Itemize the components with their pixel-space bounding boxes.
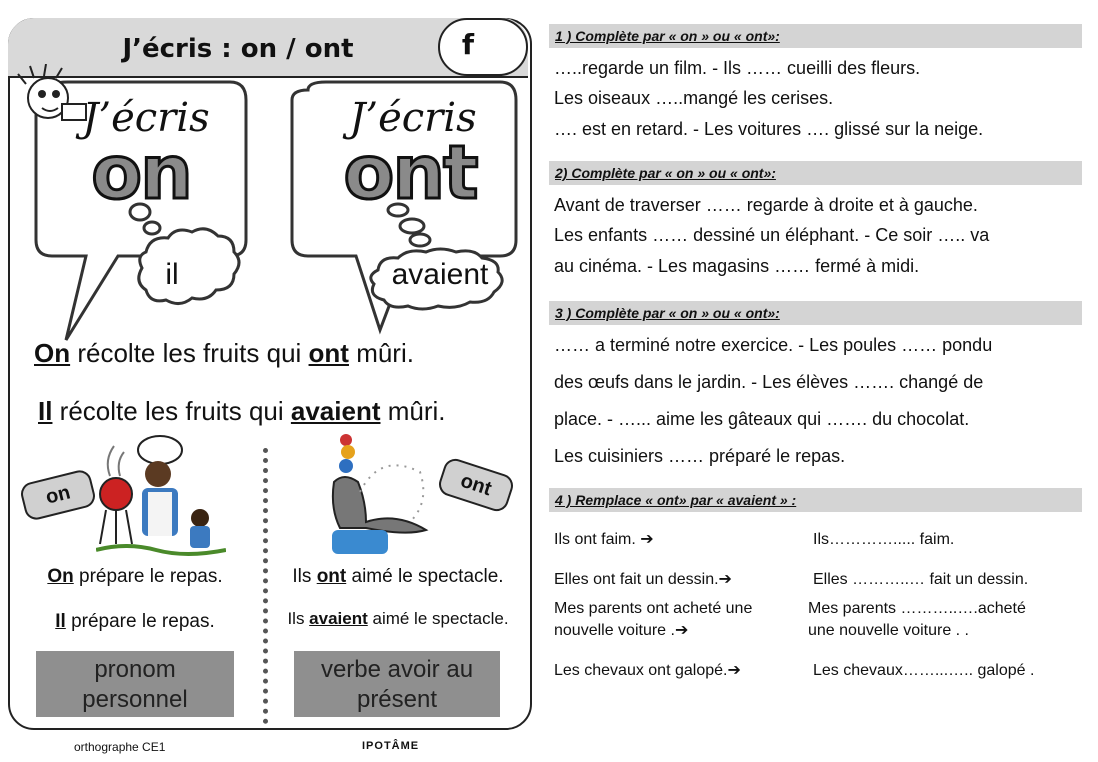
exercise2-line: au cinéma. - Les magasins …… fermé à midi. <box>554 256 920 276</box>
exercise4-left: Les chevaux ont galopé.➔ <box>554 662 741 679</box>
exercise4-right: Les chevaux……...….. galopé . <box>813 662 1035 679</box>
tag-ont: ont <box>436 456 516 514</box>
exercise4-left: Ils ont faim. ➔ <box>554 531 654 548</box>
exercise3-heading: 3 ) Complète par « on » ou « ont»: <box>549 301 1082 325</box>
exercise3-line: Les cuisiniers …… préparé le repas. <box>554 446 846 466</box>
right-bubble-word: ont <box>343 130 477 216</box>
exercise4-heading: 4 ) Remplace « ont» par « avaient » : <box>549 488 1082 512</box>
footer-subject: orthographe CE1 <box>74 740 166 754</box>
exercise1-line: …..regarde un film. - Ils …… cueilli des fleurs. <box>554 58 921 78</box>
exercise4-right: Elles ………..… fait un dessin. <box>813 571 1029 588</box>
word-ont: ont <box>308 338 349 368</box>
example-il-left: Il prépare le repas. <box>55 611 215 632</box>
letter-badge-text: f <box>461 28 475 61</box>
card-title: J’écris : on / ont <box>122 34 354 64</box>
left-thought-word: il <box>165 258 179 291</box>
exercise4-left: Mes parents ont acheté une nouvelle voiture .➔ <box>554 600 753 639</box>
exercise1-line: …. est en retard. - Les voitures …. glissé sur la neige. <box>554 119 984 139</box>
exercise1-line: Les oiseaux …..mangé les cerises. <box>554 88 834 108</box>
example-on-left: On prépare le repas. <box>47 566 223 587</box>
sea-lion-juggling-illustration <box>324 432 444 557</box>
example-sentence-on: On récolte les fruits qui ont mûri. <box>34 338 414 368</box>
word-il: Il <box>38 396 53 426</box>
box-verbe-avoir: verbe avoir au présent <box>294 651 500 717</box>
exercise4-right: Ils…………..... faim. <box>813 531 955 548</box>
column-divider <box>263 448 268 724</box>
right-thought-word: avaient <box>391 258 489 291</box>
exercise4-right: Mes parents ………..….acheté une nouvelle voiture . . <box>808 600 1026 639</box>
exercise3-line: place. - …... aime les gâteaux qui ……. du chocolat. <box>554 409 970 429</box>
word-avaient: avaient <box>290 396 381 426</box>
exercise3-line: des œufs dans le jardin. - Les élèves ……. changé de <box>554 372 984 392</box>
right-bubble-heading: J’écris <box>349 95 477 141</box>
left-bubble-heading: J’écris <box>82 95 210 141</box>
exercise2-heading: 2) Complète par « on » ou « ont»: <box>549 161 1082 185</box>
box-pronom-personnel: pronom personnel <box>36 651 234 717</box>
footer-author: IPOTÂME <box>362 740 420 752</box>
example-avaient-right: Ils avaient aimé le spectacle. <box>287 609 509 628</box>
exercise3-line: …… a terminé notre exercice. - Les poules …… pondu <box>554 335 993 355</box>
exercise1-heading: 1 ) Complète par « on » ou « ont»: <box>549 24 1082 48</box>
example-ont-right: Ils ont aimé le spectacle. <box>292 566 504 587</box>
exercise4-left: Elles ont fait un dessin.➔ <box>554 571 732 588</box>
example-sentence-il: Il récolte les fruits qui avaient mûri. <box>38 396 446 426</box>
left-bubble-word: on <box>91 130 191 216</box>
exercise2-line: Les enfants …… dessiné un éléphant. - Ce soir ….. va <box>554 225 990 245</box>
tag-on: on <box>18 468 97 522</box>
chef-barbecue-illustration <box>96 432 226 557</box>
exercise2-line: Avant de traverser …… regarde à droite et à gauche. <box>554 195 978 215</box>
word-on: On <box>34 338 71 368</box>
